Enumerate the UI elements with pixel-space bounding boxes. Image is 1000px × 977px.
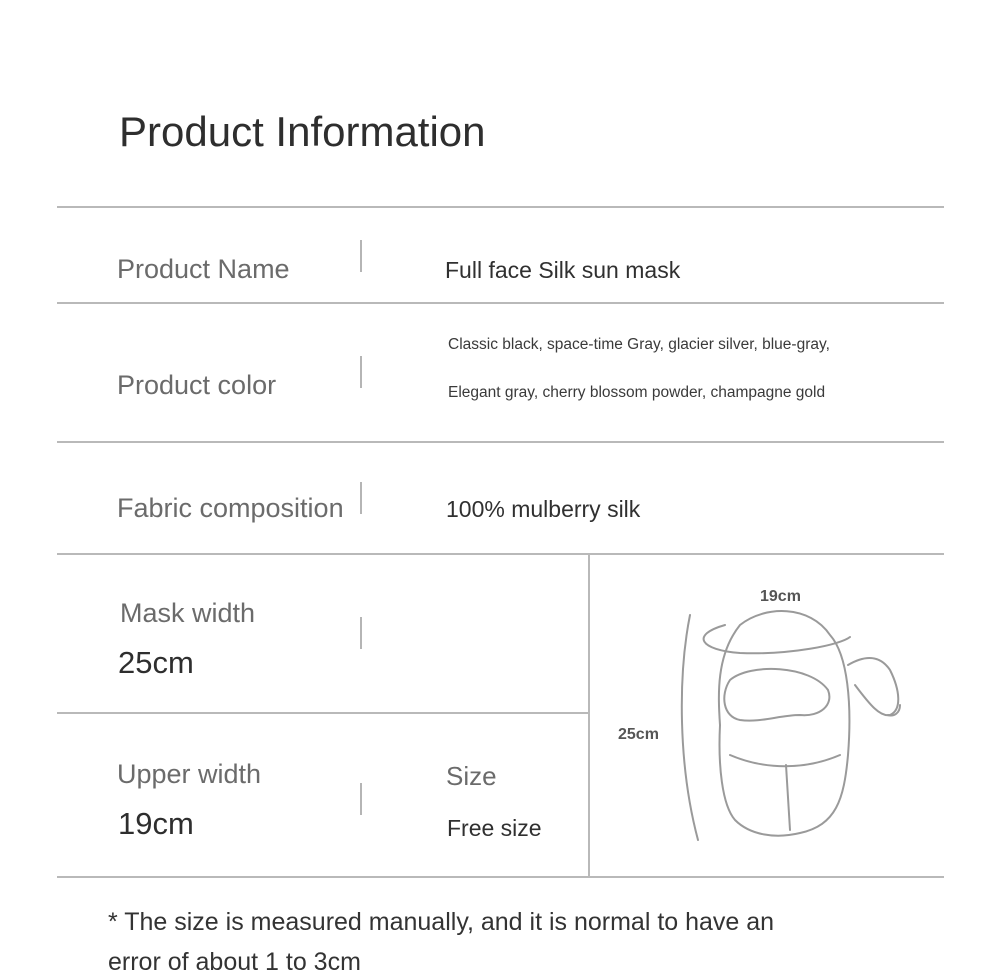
product-color-value-line2: Elegant gray, cherry blossom powder, champagne gold [448,384,826,401]
mask-width-label: Mask width [120,598,256,628]
separator-tick [360,783,362,815]
measurement-note-line2: error of about 1 to 3cm [108,948,361,976]
divider [57,302,944,304]
product-name-value: Full face Silk sun mask [445,257,681,283]
separator-tick [360,356,362,388]
page-title: Product Information [119,108,486,155]
separator-tick [360,482,362,514]
product-color-label: Product color [117,370,277,400]
measurement-note-line1: * The size is measured manually, and it is normal to have an [108,908,775,936]
divider [57,206,944,208]
mask-width-value: 25cm [118,645,194,680]
separator-tick [360,617,362,649]
separator-tick [360,240,362,272]
mask-diagram [590,555,944,876]
upper-width-value: 19cm [118,806,194,841]
size-value: Free size [447,815,542,841]
fabric-composition-label: Fabric composition [117,493,344,523]
product-name-label: Product Name [117,254,290,284]
size-label: Size [446,761,497,791]
divider [57,712,589,714]
divider [57,441,944,443]
product-color-value-line1: Classic black, space-time Gray, glacier silver, blue-gray, [448,336,830,353]
diagram-height-label: 25cm [618,726,659,743]
divider [57,876,944,878]
fabric-composition-value: 100% mulberry silk [446,496,641,522]
diagram-width-label: 19cm [760,588,801,605]
upper-width-label: Upper width [117,759,262,789]
